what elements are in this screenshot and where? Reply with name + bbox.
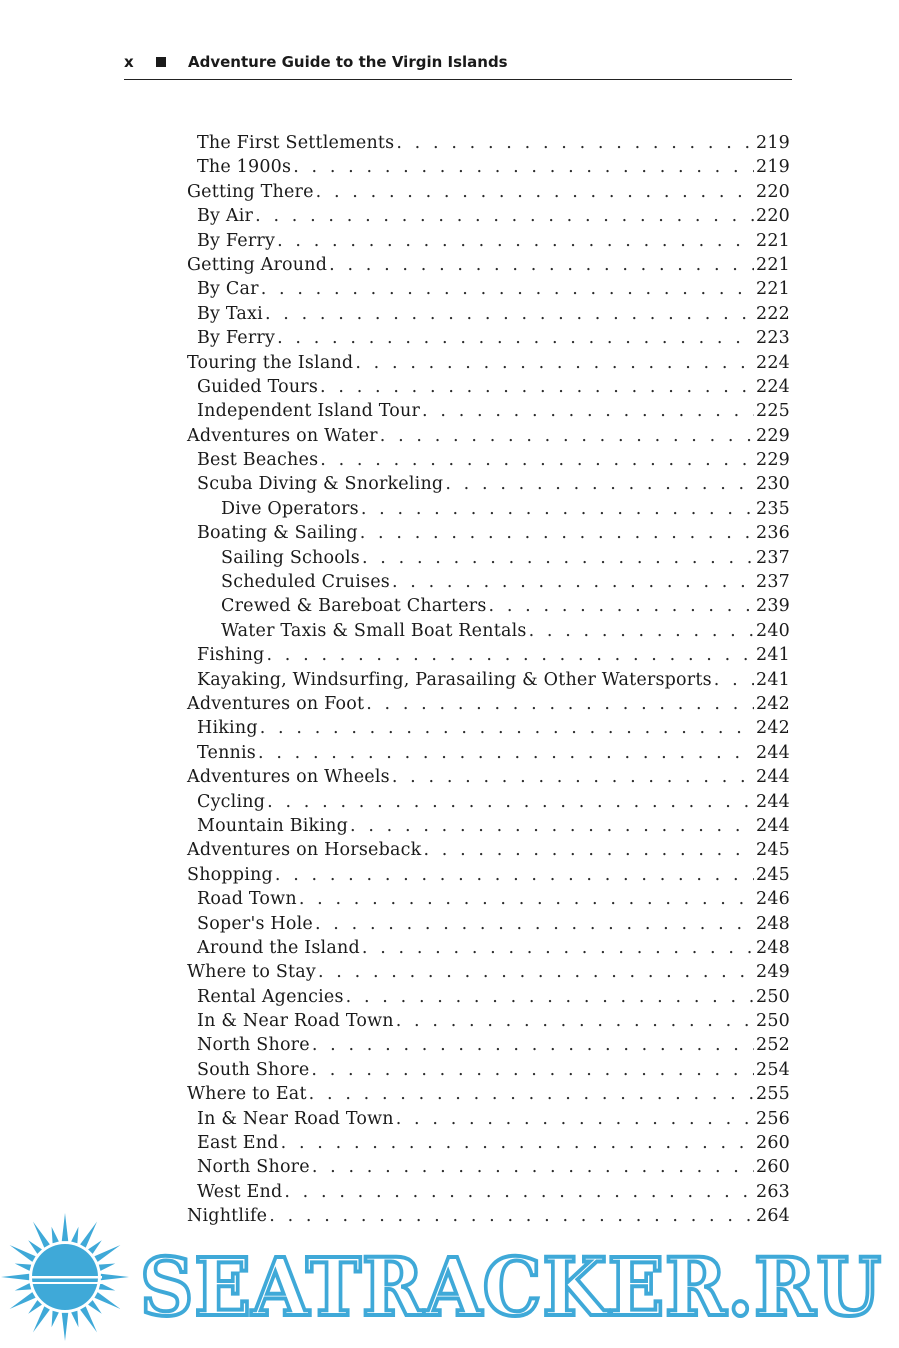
toc-entry <box>187 279 790 303</box>
toc-entry-page: 244 <box>755 815 790 836</box>
toc-entry <box>187 548 790 572</box>
dot-leader <box>299 889 754 909</box>
toc-entry-title: Guided Tours <box>197 376 319 397</box>
toc-entry <box>187 255 790 279</box>
table-of-contents <box>187 133 790 1231</box>
dot-leader <box>392 767 754 787</box>
sun-ray <box>33 1222 50 1248</box>
dot-leader <box>311 1060 754 1080</box>
toc-entry-title: Dive Operators <box>221 498 359 519</box>
toc-entry <box>187 499 790 523</box>
sun-ray <box>10 1245 36 1262</box>
dot-leader <box>275 865 754 885</box>
toc-entry-title: In & Near Road Town <box>197 1011 394 1032</box>
toc-entry-title: Shopping <box>187 864 273 885</box>
toc-entry <box>187 865 790 889</box>
sun-ray <box>71 1227 78 1243</box>
toc-entry-page: 224 <box>755 352 790 373</box>
dot-leader <box>293 157 754 177</box>
sun-ray <box>15 1283 31 1290</box>
toc-entry-title: South Shore <box>197 1059 310 1080</box>
sun-ray <box>28 1300 42 1314</box>
toc-entry-title: East End <box>197 1133 279 1154</box>
sun-ray <box>10 1292 36 1309</box>
watermark-text: SEATRACKER.RU <box>140 1240 882 1334</box>
toc-entry-page: 237 <box>755 547 790 568</box>
toc-entry <box>187 645 790 669</box>
toc-entry-page: 240 <box>755 620 790 641</box>
dot-leader <box>284 1182 754 1202</box>
toc-entry-title: Soper's Hole <box>197 913 313 934</box>
toc-entry-title: Mountain Biking <box>197 815 349 836</box>
toc-entry-page: 223 <box>755 328 790 349</box>
toc-entry <box>187 572 790 596</box>
toc-entry-title: In & Near Road Town <box>197 1108 394 1129</box>
toc-entry <box>187 474 790 498</box>
sun-ray <box>28 1240 42 1254</box>
toc-entry-page: 220 <box>755 206 790 227</box>
toc-entry-page: 244 <box>755 767 790 788</box>
toc-entry <box>187 182 790 206</box>
toc-entry-page: 245 <box>755 864 790 885</box>
dot-leader <box>320 450 754 470</box>
toc-entry <box>187 889 790 913</box>
sun-ray <box>80 1222 97 1248</box>
toc-entry-title: West End <box>197 1181 283 1202</box>
toc-entry <box>187 621 790 645</box>
toc-entry-title: Scheduled Cruises <box>221 572 390 593</box>
toc-entry <box>187 987 790 1011</box>
dot-leader <box>346 987 754 1007</box>
toc-entry <box>187 157 790 181</box>
sun-ray <box>15 1264 31 1271</box>
toc-entry-page: 242 <box>755 718 790 739</box>
toc-entry-page: 237 <box>755 572 790 593</box>
toc-entry-page: 221 <box>755 230 790 251</box>
square-bullet-icon <box>156 57 166 67</box>
toc-entry <box>187 523 790 547</box>
toc-entry-page: 244 <box>755 791 790 812</box>
sun-ray <box>71 1311 78 1327</box>
toc-entry <box>187 840 790 864</box>
toc-entry-title: By Ferry <box>197 230 276 251</box>
dot-leader <box>529 621 754 641</box>
toc-entry-page: 242 <box>755 693 790 714</box>
watermark <box>0 1212 899 1342</box>
toc-entry-title: Around the Island <box>197 937 360 958</box>
sun-ray <box>99 1283 115 1290</box>
dot-leader <box>266 645 754 665</box>
toc-entry <box>187 1182 790 1206</box>
toc-entry-page: 255 <box>755 1084 790 1105</box>
toc-entry-title: Boating & Sailing <box>197 523 358 544</box>
toc-entry <box>187 426 790 450</box>
toc-entry <box>187 231 790 255</box>
dot-leader <box>445 474 754 494</box>
dot-leader <box>309 1084 754 1104</box>
toc-entry-title: North Shore <box>197 1157 310 1178</box>
toc-entry <box>187 133 790 157</box>
dot-leader <box>277 231 754 251</box>
toc-entry-page: 248 <box>755 937 790 958</box>
toc-entry-title: By Ferry <box>197 328 276 349</box>
dot-leader <box>277 328 754 348</box>
dot-leader <box>423 840 754 860</box>
toc-entry <box>187 304 790 328</box>
toc-entry <box>187 938 790 962</box>
toc-entry-title: Nightlife <box>187 1206 268 1227</box>
toc-entry-page: 250 <box>755 1011 790 1032</box>
toc-entry-title: North Shore <box>197 1035 310 1056</box>
dot-leader <box>714 670 754 690</box>
toc-entry-page: 222 <box>755 303 790 324</box>
sun-ray <box>99 1264 115 1271</box>
toc-entry-title: Hiking <box>197 718 258 739</box>
toc-entry-title: Crewed & Bareboat Charters <box>221 596 487 617</box>
toc-entry-page: 245 <box>755 840 790 861</box>
toc-entry-title: Kayaking, Windsurfing, Parasailing & Other Watersports <box>197 669 712 690</box>
dot-leader <box>355 353 754 373</box>
toc-entry-page: 224 <box>755 376 790 397</box>
dot-leader <box>312 1157 754 1177</box>
toc-entry-page: 225 <box>755 401 790 422</box>
toc-entry-page: 248 <box>755 913 790 934</box>
toc-entry <box>187 816 790 840</box>
sun-ray <box>88 1300 102 1314</box>
toc-entry-title: Independent Island Tour <box>197 401 421 422</box>
toc-entry <box>187 767 790 791</box>
dot-leader <box>267 792 754 812</box>
toc-entry-title: Getting Around <box>187 254 328 275</box>
toc-entry <box>187 377 790 401</box>
dot-leader <box>396 1109 754 1129</box>
dot-leader <box>316 182 754 202</box>
toc-entry-title: Road Town <box>197 889 297 910</box>
dot-leader <box>315 914 754 934</box>
sun-ray <box>88 1240 102 1254</box>
toc-entry-page: 219 <box>755 133 790 153</box>
sun-ray <box>62 1213 68 1241</box>
toc-entry <box>187 1157 790 1181</box>
toc-entry-title: Water Taxis & Small Boat Rentals <box>221 620 527 641</box>
toc-entry-page: 264 <box>755 1206 790 1227</box>
toc-entry-page: 230 <box>755 474 790 495</box>
dot-leader <box>255 206 754 226</box>
toc-entry-page: 254 <box>755 1059 790 1080</box>
toc-entry-page: 260 <box>755 1157 790 1178</box>
sun-ray <box>62 1313 68 1341</box>
toc-entry-page: 229 <box>755 425 790 446</box>
sun-ray <box>101 1274 129 1280</box>
toc-entry <box>187 328 790 352</box>
toc-entry-page: 241 <box>755 645 790 666</box>
toc-entry-page: 221 <box>755 279 790 300</box>
toc-entry-page: 260 <box>755 1133 790 1154</box>
toc-entry-page: 241 <box>755 669 790 690</box>
toc-entry <box>187 450 790 474</box>
toc-entry-page: 235 <box>755 498 790 519</box>
toc-entry <box>187 914 790 938</box>
toc-entry-title: Adventures on Horseback <box>187 840 422 861</box>
sun-ray <box>94 1245 120 1262</box>
toc-entry <box>187 1035 790 1059</box>
dot-leader <box>360 523 754 543</box>
toc-entry-page: 220 <box>755 181 790 202</box>
dot-leader <box>362 938 754 958</box>
toc-entry-page: 249 <box>755 962 790 983</box>
dot-leader <box>312 1035 754 1055</box>
toc-entry-page: 239 <box>755 596 790 617</box>
dot-leader <box>361 499 754 519</box>
toc-entry <box>187 792 790 816</box>
toc-entry-title: Adventures on Wheels <box>187 767 390 788</box>
dot-leader <box>366 694 754 714</box>
toc-entry <box>187 743 790 767</box>
dot-leader <box>392 572 754 592</box>
toc-entry <box>187 670 790 694</box>
sun-ray <box>1 1274 29 1280</box>
toc-entry-page: 219 <box>755 157 790 178</box>
toc-entry-title: By Taxi <box>197 303 263 324</box>
toc-entry-title: By Car <box>197 279 259 300</box>
toc-entry-title: Fishing <box>197 645 265 666</box>
toc-entry <box>187 1109 790 1133</box>
toc-entry <box>187 353 790 377</box>
toc-entry-title: Adventures on Foot <box>187 693 365 714</box>
dot-leader <box>350 816 754 836</box>
dot-leader <box>258 743 754 763</box>
page-number: x <box>124 53 134 71</box>
dot-leader <box>362 548 754 568</box>
toc-entry-title: Cycling <box>197 791 266 812</box>
dot-leader <box>422 401 754 421</box>
toc-entry-page: 229 <box>755 450 790 471</box>
toc-entry <box>187 1084 790 1108</box>
toc-entry-title: Tennis <box>197 742 256 763</box>
toc-entry-page: 244 <box>755 742 790 763</box>
toc-entry-title: Rental Agencies <box>197 986 344 1007</box>
toc-entry-page: 236 <box>755 523 790 544</box>
dot-leader <box>320 377 754 397</box>
toc-entry-title: Getting There <box>187 181 314 202</box>
toc-entry-title: The 1900s <box>197 157 292 178</box>
toc-entry <box>187 962 790 986</box>
dot-leader <box>396 1011 754 1031</box>
dot-leader <box>281 1133 754 1153</box>
toc-entry-title: Where to Eat <box>187 1084 307 1105</box>
toc-entry-page: 252 <box>755 1035 790 1056</box>
toc-entry-title: Adventures on Water <box>187 425 378 446</box>
sun-logo-icon <box>1 1213 129 1341</box>
toc-entry-title: Best Beaches <box>197 450 319 471</box>
sun-ray <box>52 1227 59 1243</box>
toc-entry-page: 221 <box>755 254 790 275</box>
dot-leader <box>318 962 754 982</box>
dot-leader <box>396 133 754 153</box>
sun-ray <box>52 1311 59 1327</box>
dot-leader <box>265 304 754 324</box>
toc-entry-title: Touring the Island <box>187 352 354 373</box>
dot-leader <box>380 426 754 446</box>
toc-entry-page: 256 <box>755 1108 790 1129</box>
sun-ray <box>94 1292 120 1309</box>
toc-entry <box>187 206 790 230</box>
toc-entry <box>187 401 790 425</box>
sun-ray <box>33 1306 50 1332</box>
toc-entry-title: The First Settlements <box>197 133 395 153</box>
toc-entry <box>187 1011 790 1035</box>
toc-entry-page: 246 <box>755 889 790 910</box>
dot-leader <box>260 718 754 738</box>
toc-entry <box>187 1060 790 1084</box>
toc-entry <box>187 694 790 718</box>
toc-entry-page: 263 <box>755 1181 790 1202</box>
toc-entry-title: Scuba Diving & Snorkeling <box>197 474 444 495</box>
toc-entry-title: Where to Stay <box>187 962 316 983</box>
sun-ray <box>80 1306 97 1332</box>
book-title: Adventure Guide to the Virgin Islands <box>188 53 508 71</box>
toc-entry-title: By Air <box>197 206 254 227</box>
toc-entry <box>187 596 790 620</box>
running-header <box>124 53 792 80</box>
toc-entry <box>187 1133 790 1157</box>
toc-entry-page: 250 <box>755 986 790 1007</box>
dot-leader <box>489 596 754 616</box>
toc-entry-title: Sailing Schools <box>221 547 360 568</box>
dot-leader <box>261 279 754 299</box>
dot-leader <box>329 255 754 275</box>
toc-entry <box>187 718 790 742</box>
